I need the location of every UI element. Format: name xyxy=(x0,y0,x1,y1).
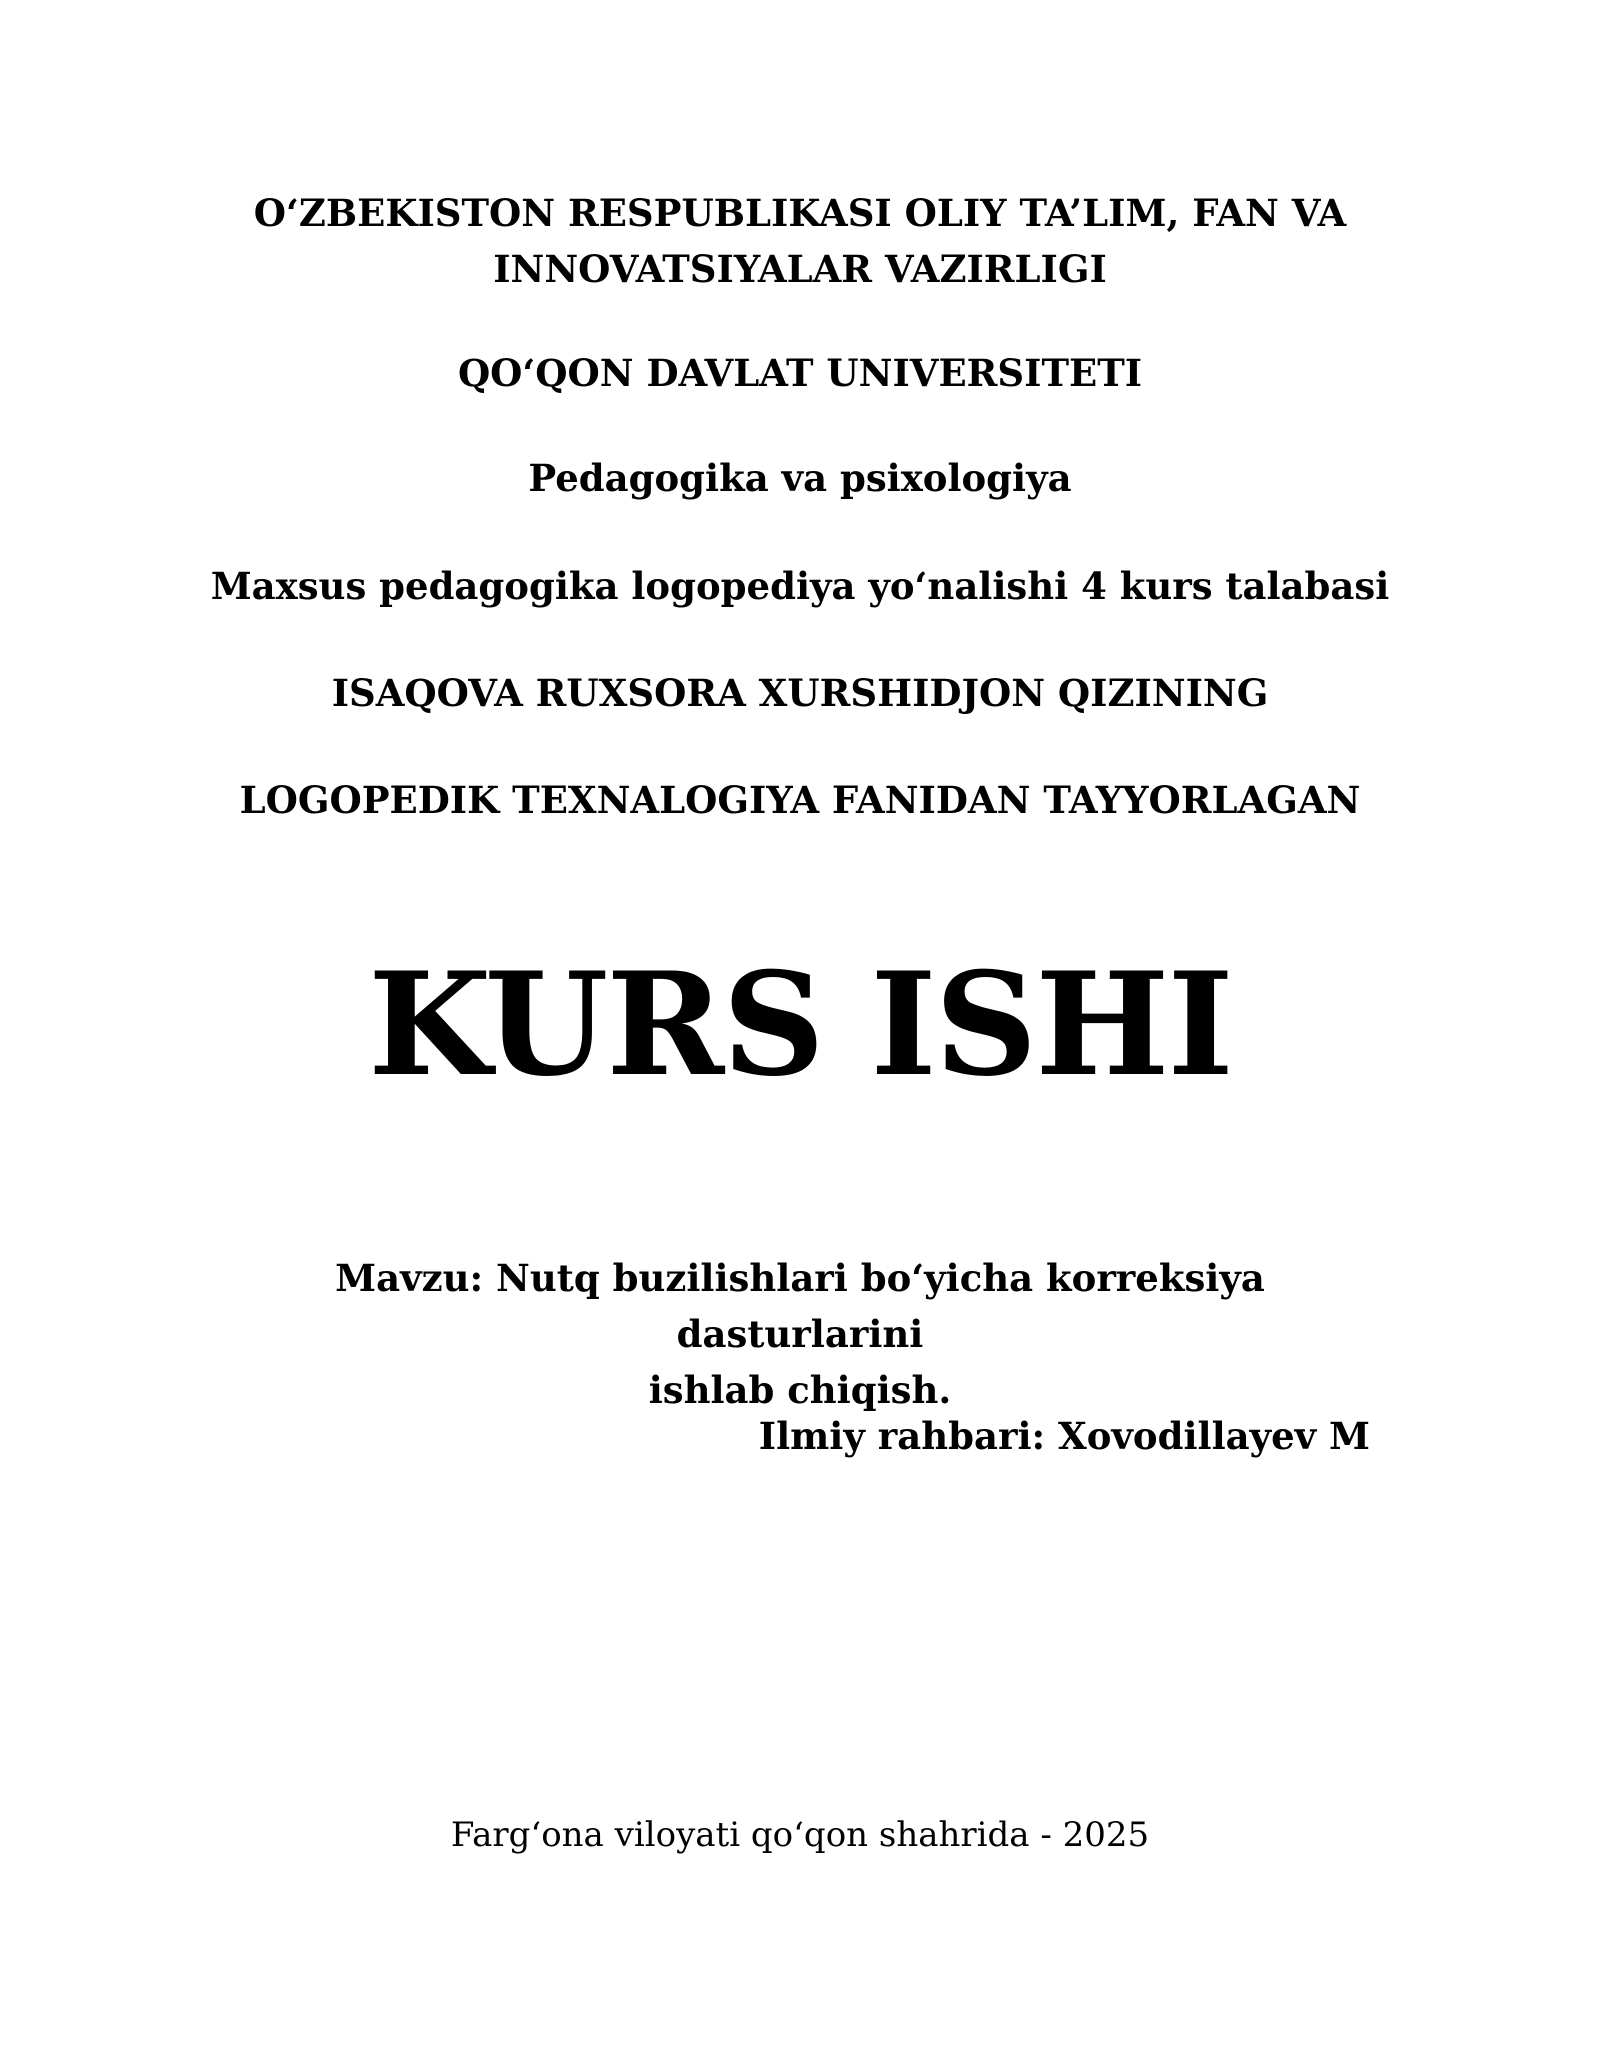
department-name: Pedagogika va psixologiya xyxy=(528,456,1072,500)
topic-line-1: Mavzu: Nutq buzilishlari bo‘yicha korreksiya dasturlarini xyxy=(335,1256,1265,1356)
ministry-line-1: O‘ZBEKISTON RESPUBLIKASI OLIY TA’LIM, FAN VA xyxy=(253,191,1347,235)
student-program-line: Maxsus pedagogika logopediya yo‘nalishi 4 kurs talabasi xyxy=(210,564,1390,608)
university-name: QO‘QON DAVLAT UNIVERSITETI xyxy=(457,351,1143,395)
place-and-year: Farg‘ona viloyati qo‘qon shahrida - 2025 xyxy=(450,1815,1150,1855)
ministry-line-2: INNOVATSIYALAR VAZIRLIGI xyxy=(493,247,1107,291)
student-name: ISAQOVA RUXSORA XURSHIDJON QIZINING xyxy=(331,671,1269,715)
ministry-heading xyxy=(0,185,1600,297)
topic-line-2: ishlab chiqish. xyxy=(648,1368,952,1412)
topic-block xyxy=(240,1250,1360,1418)
subject-line: LOGOPEDIK TEXNALOGIYA FANIDAN TAYYORLAGAN xyxy=(239,778,1361,822)
supervisor-line: Ilmiy rahbari: Xovodillayev M xyxy=(758,1414,1370,1458)
document-title: KURS ISHI xyxy=(368,942,1232,1108)
